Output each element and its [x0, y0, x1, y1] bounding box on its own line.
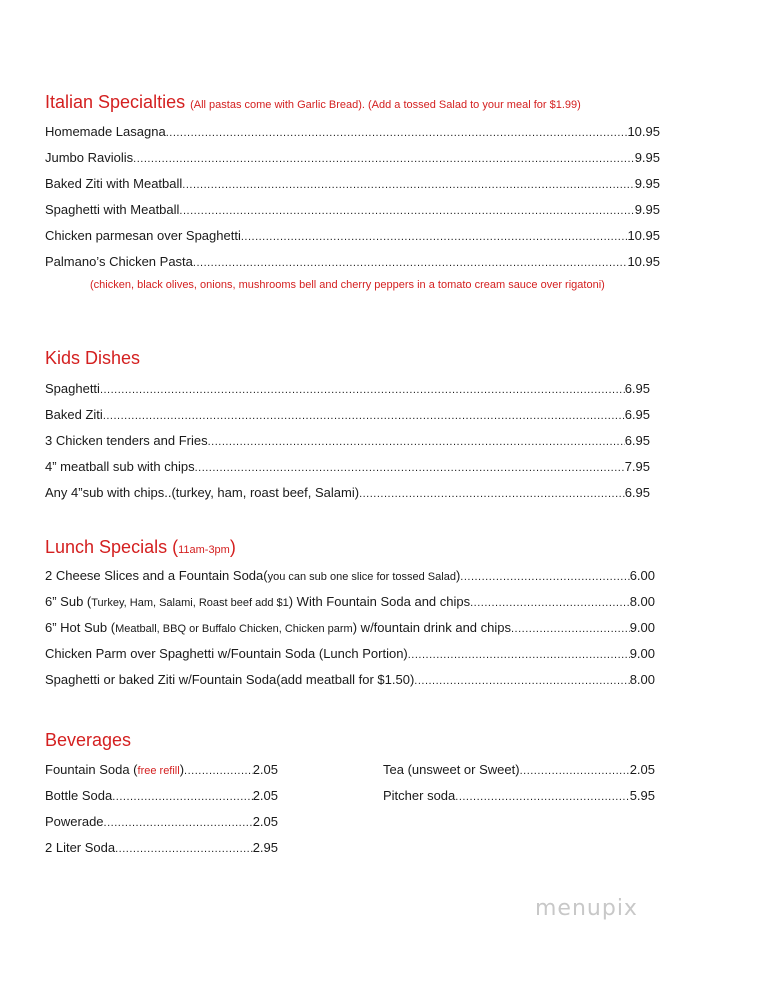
item-name: 6” Sub (Turkey, Ham, Salami, Roast beef add $1) With Fountain Soda and chips [45, 594, 471, 609]
lunch-hours: 11am-3pm [178, 544, 230, 556]
menu-item [383, 788, 655, 804]
item-price: 2.05 [252, 788, 278, 803]
menu-item [45, 433, 650, 449]
menu-item [45, 594, 655, 610]
italian-note: (chicken, black olives, onions, mushrooms bell and cherry peppers in a tomato cream sauce over rigatoni) [90, 279, 605, 291]
item-price: 9.95 [634, 202, 660, 217]
menu-item [45, 672, 655, 688]
item-price: 6.95 [624, 407, 650, 422]
item-name: Fountain Soda (free refill) [45, 762, 185, 777]
menu-item [45, 485, 650, 501]
menu-item [45, 646, 655, 662]
leader-dots [104, 815, 253, 831]
menu-item [45, 840, 278, 856]
item-name: 3 Chicken tenders and Fries [45, 433, 208, 448]
italian-list [45, 124, 660, 280]
leader-dots [133, 151, 635, 167]
item-price: 2.95 [252, 840, 278, 855]
leader-dots [182, 177, 634, 193]
item-price: 9.00 [629, 646, 655, 661]
leader-dots [208, 434, 625, 450]
item-name: Palmano’s Chicken Pasta [45, 254, 193, 269]
item-name: Baked Ziti [45, 407, 103, 422]
item-price: 2.05 [629, 762, 655, 777]
lunch-list [45, 568, 655, 698]
item-price: 7.95 [624, 459, 650, 474]
menu-item [45, 176, 660, 192]
menu-item [45, 620, 655, 636]
item-price: 6.95 [624, 433, 650, 448]
item-name: Tea (unsweet or Sweet) [383, 762, 520, 777]
kids-heading: Kids Dishes [45, 348, 141, 368]
leader-dots [195, 460, 625, 476]
leader-dots [470, 595, 630, 611]
leader-dots [100, 382, 625, 398]
item-name: Pitcher soda [383, 788, 456, 803]
item-price: 9.95 [634, 150, 660, 165]
menu-item [45, 568, 655, 584]
menu-item [383, 762, 655, 778]
leader-dots [115, 841, 253, 857]
menu-item [45, 150, 660, 166]
item-name: 2 Cheese Slices and a Fountain Soda(you can sub one slice for tossed Salad) [45, 568, 461, 583]
leader-dots [511, 621, 630, 637]
leader-dots [455, 789, 629, 805]
lunch-heading [45, 537, 236, 558]
beverages-heading: Beverages [45, 730, 132, 750]
item-price: 10.95 [627, 254, 660, 269]
menu-item [45, 788, 278, 804]
item-price: 9.00 [629, 620, 655, 635]
item-name: Homemade Lasagna [45, 124, 166, 139]
kids-list [45, 381, 650, 511]
item-price: 8.00 [629, 672, 655, 687]
leader-dots [112, 789, 252, 805]
item-price: 2.05 [252, 814, 278, 829]
item-price: 6.95 [624, 381, 650, 396]
leader-dots [520, 763, 630, 779]
beverages-left-list [45, 762, 278, 866]
menu-item [45, 459, 650, 475]
leader-dots [460, 569, 629, 585]
leader-dots [408, 647, 630, 663]
item-price: 8.00 [629, 594, 655, 609]
italian-title: Italian Specialties [45, 92, 186, 112]
item-price: 6.95 [624, 485, 650, 500]
item-name: Chicken parmesan over Spaghetti [45, 228, 241, 243]
item-price: 10.95 [627, 124, 660, 139]
menu-item [45, 254, 660, 270]
item-name: Baked Ziti with Meatball [45, 176, 183, 191]
item-price: 6.00 [629, 568, 655, 583]
leader-dots [166, 125, 628, 141]
item-name: Spaghetti with Meatball [45, 202, 180, 217]
leader-dots [184, 763, 253, 779]
italian-subtitle: (All pastas come with Garlic Bread). (Add a tossed Salad to your meal for $1.99) [190, 99, 581, 111]
leader-dots [414, 673, 629, 689]
menu-item [45, 814, 278, 830]
item-price: 2.05 [252, 762, 278, 777]
menu-item [45, 407, 650, 423]
item-name: Bottle Soda [45, 788, 113, 803]
menu-item [45, 228, 660, 244]
menu-item [45, 124, 660, 140]
leader-dots [179, 203, 634, 219]
item-name: Spaghetti or baked Ziti w/Fountain Soda(add meatball for $1.50) [45, 672, 415, 687]
leader-dots [193, 255, 628, 271]
lunch-title: Lunch Specials ( [45, 537, 179, 557]
item-name: Any 4”sub with chips..(turkey, ham, roast beef, Salami) [45, 485, 360, 500]
item-price: 10.95 [627, 228, 660, 243]
leader-dots [359, 486, 625, 502]
menu-item [45, 381, 650, 397]
item-name: Spaghetti [45, 381, 100, 396]
item-name: Chicken Parm over Spaghetti w/Fountain Soda (Lunch Portion) [45, 646, 408, 661]
item-name: 6” Hot Sub (Meatball, BBQ or Buffalo Chicken, Chicken parm) w/fountain drink and chips [45, 620, 511, 635]
beverages-right-list [383, 762, 655, 814]
menupix-watermark: menupix [535, 896, 638, 921]
item-name: 2 Liter Soda [45, 840, 116, 855]
leader-dots [103, 408, 625, 424]
leader-dots [241, 229, 628, 245]
item-price: 9.95 [634, 176, 660, 191]
item-price: 5.95 [629, 788, 655, 803]
menu-item [45, 762, 278, 778]
italian-heading [45, 92, 581, 113]
menu-item [45, 202, 660, 218]
item-name: Jumbo Raviolis [45, 150, 134, 165]
item-name: Powerade [45, 814, 104, 829]
item-name: 4” meatball sub with chips [45, 459, 195, 474]
lunch-title-close: ) [229, 537, 236, 557]
